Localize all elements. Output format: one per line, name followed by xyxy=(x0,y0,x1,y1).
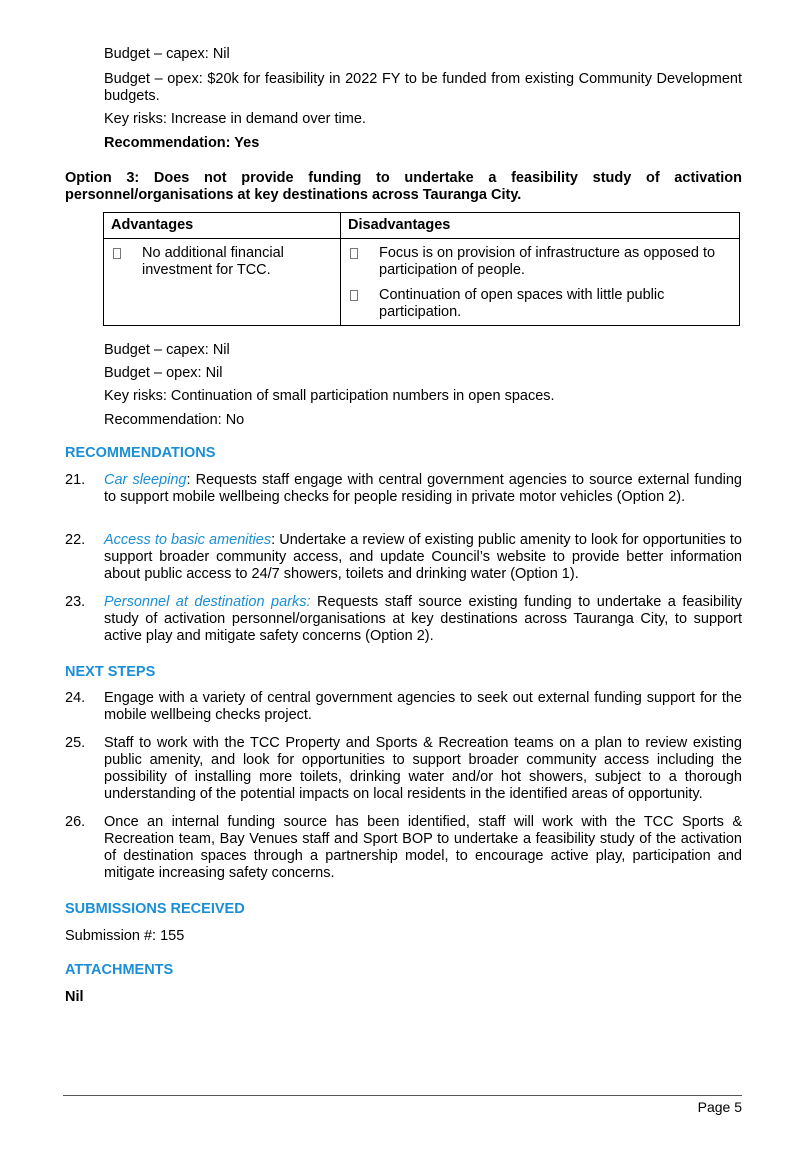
opt2-budget-opex: Budget – opex: $20k for feasibility in 2022 FY to be funded from existing Community Development budgets. xyxy=(104,71,742,104)
option3-heading: Option 3: Does not provide funding to undertake a feasibility study of activation personnel/organisations at key destinations across Tauranga City. xyxy=(65,170,742,203)
submissions-heading: SUBMISSIONS RECEIVED xyxy=(65,901,245,917)
advantage-item: No additional financial investment for TCC. xyxy=(104,245,340,279)
footer-rule xyxy=(63,1095,742,1096)
opt2-recommendation: Recommendation: Yes xyxy=(104,135,260,151)
attachments-heading: ATTACHMENTS xyxy=(65,962,174,978)
disadvantage-item: Continuation of open spaces with little public participation. xyxy=(341,287,739,321)
submissions-text: Submission #: 155 xyxy=(65,928,185,944)
opt3-key-risks: Key risks: Continuation of small participation numbers in open spaces. xyxy=(104,388,555,404)
recommendation-item: 21. Car sleeping: Requests staff engage with central government agencies to source external funding to support mobile wellbeing checks for people residing in private motor vehicles (Option 2). xyxy=(65,472,742,505)
disadvantage-item: Focus is on provision of infrastructure as opposed to participation of people. xyxy=(341,245,739,279)
opt2-key-risks: Key risks: Increase in demand over time. xyxy=(104,111,366,127)
opt3-recommendation: Recommendation: No xyxy=(104,412,245,428)
disadvantages-header: Disadvantages xyxy=(341,213,740,239)
recommendation-label[interactable]: Access to basic amenities xyxy=(104,532,272,548)
bullet-box-icon xyxy=(113,248,121,259)
bullet-box-icon xyxy=(350,248,358,259)
next-steps-heading: NEXT STEPS xyxy=(65,664,156,680)
recommendation-item: 23. Personnel at destination parks: Requests staff source existing funding to undertake a feasibility study of activation personnel/organisations at key destinations across Tauranga City, to support active play and mitigate safety concerns (Option 2). xyxy=(65,594,743,644)
disadvantages-cell xyxy=(341,239,740,326)
advantages-header: Advantages xyxy=(104,213,341,239)
options-table xyxy=(103,212,740,326)
next-step-item: 26. Once an internal funding source has been identified, staff will work with the TCC Sports & Recreation team, Bay Venues staff and Sport BOP to undertake a feasibility study of the activation of destination spaces through a partnership model, to encourage active play, participation and mitigate increasing safety concerns. xyxy=(65,814,742,881)
advantages-cell xyxy=(104,239,341,326)
bullet-box-icon xyxy=(350,290,358,301)
next-step-item: 24. Engage with a variety of central government agencies to seek out external funding support for the mobile wellbeing checks project. xyxy=(65,690,742,723)
next-step-item: 25. Staff to work with the TCC Property and Sports & Recreation teams on a plan to review existing public amenity, and look for opportunities to support broader community access including the possibility of installing more toilets, drinking water and/or hot showers, subject to a thorough understanding of the potential impacts on local residents in the identified areas of opportunity. xyxy=(65,735,742,802)
recommendations-heading: RECOMMENDATIONS xyxy=(65,445,216,461)
page-number: Page 5 xyxy=(697,1099,742,1115)
recommendation-label[interactable]: Car sleeping xyxy=(104,472,187,488)
opt3-budget-capex: Budget – capex: Nil xyxy=(104,342,230,358)
opt3-budget-opex: Budget – opex: Nil xyxy=(104,365,223,381)
opt2-budget-capex: Budget – capex: Nil xyxy=(104,46,230,62)
recommendation-label[interactable]: Personnel at destination parks: xyxy=(104,594,311,610)
recommendation-item: 22. Access to basic amenities: Undertake a review of existing public amenity to look for opportunities to support broader community access, and update Council’s website to provide better information about public access to 24/7 showers, toilets and drinking water (Option 1). xyxy=(65,532,742,582)
attachments-text: Nil xyxy=(65,989,84,1005)
